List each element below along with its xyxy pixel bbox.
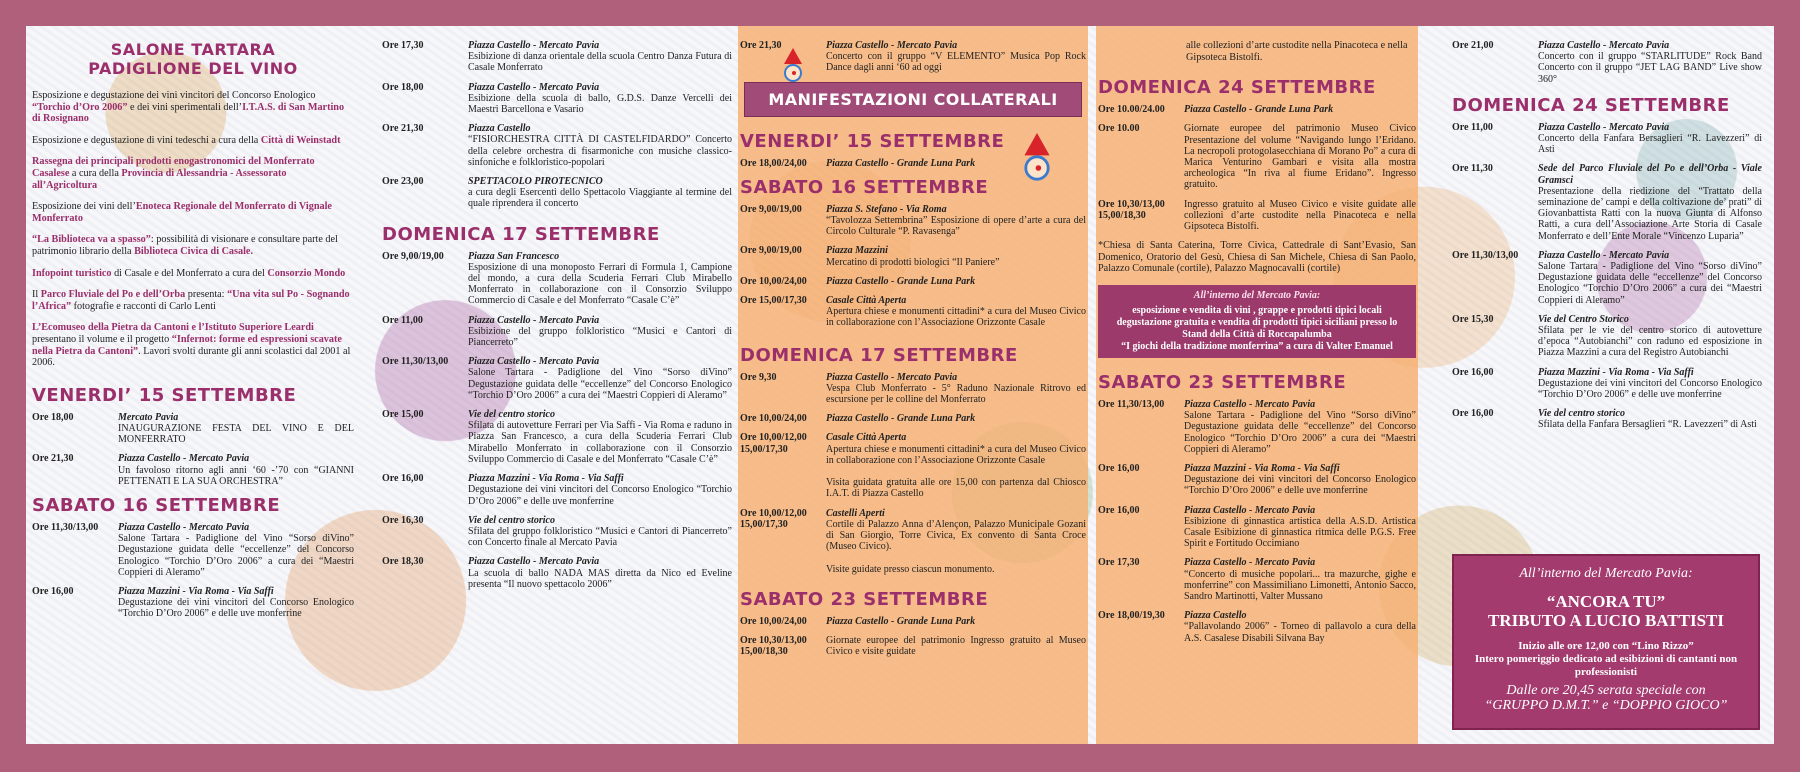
event-details <box>468 556 732 590</box>
event-details <box>826 635 1086 657</box>
highlight-text: Infopoint turistico <box>32 267 112 279</box>
battisti-groups: “GRUPPO D.M.T.” e “DOPPIO GIOCO” <box>1484 698 1728 713</box>
event-details <box>826 372 1086 406</box>
event-description: Concerto con il gruppo “V ELEMENTO” Musica Pop Rock Dance dagli anni ‘60 ad oggi <box>826 51 1086 74</box>
event-description: Sfilata del gruppo folkloristico “Musici e Cantori di Piancerreto” con Concerto finale al Mercato Pavia <box>468 525 732 549</box>
event-location: Piazza Castello - Grande Luna Park <box>826 615 976 627</box>
event-location: Piazza Castello - Mercato Pavia <box>468 356 600 368</box>
highlight-text: “La Biblioteca va a spasso” <box>32 234 151 246</box>
event-time: Ore 16,00 <box>1098 463 1140 475</box>
event-time: Ore 18,00/19,30 <box>1098 610 1165 622</box>
event-description: Apertura chiese e monumenti cittadini* a cura del Museo Civico in collaborazione con l’Associazione Orizzonte Casale <box>826 306 1086 329</box>
event-time: Ore 15,00 <box>382 409 424 421</box>
event-location: Piazza Castello - Grande Luna Park <box>1184 104 1334 116</box>
event-details <box>468 251 732 307</box>
plain-text: Esposizione e degustazione dei vini vincitori del Concorso Enologico <box>32 90 316 101</box>
event-details <box>468 176 732 210</box>
event-time: Ore 18,30 <box>382 556 424 568</box>
event-details <box>826 245 1086 267</box>
event-location: Piazza Castello - Mercato Pavia <box>1184 504 1316 516</box>
highlight-text: Città di Weinstadt <box>260 134 341 146</box>
salone-paragraph <box>32 135 354 147</box>
event-row <box>1452 367 1762 401</box>
event-time: Ore 9,00/19,00 <box>740 203 802 215</box>
event-description: Apertura chiese e monumenti cittadini* a cura del Museo Civico in collaborazione con l’Associazione Orizzonte Casale Visita guidata gratuita alle ore 15,00 con partenza dal Chiosco I.A.T. di Piazza Castello <box>826 443 1086 500</box>
salone-title-1: SALONE TARTARA <box>110 40 276 59</box>
event-time: Ore 11,00 <box>1452 121 1493 133</box>
column-two <box>382 26 732 744</box>
event-description: Esibizione di ginnastica artistica della A.S.D. Artistica Casale Esibizione di ginnastica ritmica delle P.G.S. Free Spirit e Fortitudo Occimiano <box>1184 515 1416 550</box>
plain-text: e dei vini sperimentali dell’ <box>127 101 243 113</box>
clown-icon <box>778 48 808 88</box>
list-sabato-16 <box>32 522 354 620</box>
event-row <box>740 432 1086 499</box>
event-details <box>1538 122 1762 156</box>
event-details <box>826 413 1086 424</box>
event-details <box>826 204 1086 238</box>
event-location: Piazza Castello - Grande Luna Park <box>826 157 976 169</box>
salone-title-2: PADIGLIONE DEL VINO <box>88 59 298 78</box>
event-details <box>1538 250 1762 306</box>
highlight-text: Rassegna dei principali prodotti enogastronomici del Monferrato Casalese <box>32 156 315 179</box>
event-row <box>740 413 1086 424</box>
list-sabato-23 <box>1098 399 1416 644</box>
salone-paragraph <box>32 234 354 257</box>
event-location: Sede del Parco Fluviale del Po e dell’Orba - Viale Gramsci <box>1538 163 1762 186</box>
event-description: “FISIORCHESTRA CITTÀ DI CASTELFIDARDO” Concerto della celebre orchestra di fisarmoniche con musiche classico-sinfoniche e folkloristico-popolari <box>468 134 732 168</box>
highlight-text: “Una vita sul Po - Sognando l’Africa” <box>32 289 350 312</box>
event-description: Concerto della Fanfara Bersaglieri “R. Lavezzeri” di Asti <box>1538 133 1762 156</box>
program-sheet <box>26 26 1774 744</box>
event-row <box>1098 199 1416 233</box>
event-description: a cura degli Esercenti dello Spettacolo Viaggiante al termine del quale riprendera il concerto <box>468 187 732 210</box>
event-details <box>468 82 732 116</box>
event-location: Casale Città Aperta <box>826 432 907 444</box>
battisti-evening: Dalle ore 20,45 serata speciale con <box>1506 683 1706 698</box>
event-row <box>1098 557 1416 602</box>
salone-paragraph <box>32 90 354 125</box>
event-description: Salone Tartara - Padiglione del Vino “Sorso diVino” Degustazione guidata delle “eccellenze” del Concorso Enologico “Torchio D’Oro 2006” a cura dei “Maestri Coppieri di Aleramo” <box>1184 410 1416 455</box>
event-time: Ore 18,00 <box>382 81 424 93</box>
event-description: Degustazione dei vini vincitori del Concorso Enologico “Torchio D’Oro 2006” e delle uve monferrine <box>1184 474 1416 497</box>
event-details <box>1184 610 1416 644</box>
event-row <box>382 176 732 210</box>
plain-text: . Lavori svolti durante gli anni scolastici dal 2001 al 2006. <box>32 345 351 369</box>
event-time: Ore 16,00 <box>1452 366 1494 378</box>
plain-text: presenta: <box>185 289 228 301</box>
event-time: Ore 23,00 <box>382 176 424 188</box>
event-description: “Pallavolando 2006” - Torneo di pallavolo a cura della A.S. Casalese Disabili Silvana Bay <box>1184 621 1416 644</box>
event-description: Concerto con il gruppo “STARLITUDE” Rock Band Concerto con il gruppo “JET LAG BAND” Live show 360° <box>1538 51 1762 85</box>
event-details <box>826 40 1086 74</box>
highlight-text: Biblioteca Civica di Casale. <box>134 245 253 257</box>
battisti-subtitle: TRIBUTO A LUCIO BATTISTI <box>1487 611 1725 630</box>
section-domenica-24: DOMENICA 24 SETTEMBRE <box>1098 77 1376 99</box>
event-description: Sfilata della Fanfara Bersaglieri “R. Lavezzeri” di Asti <box>1538 419 1757 431</box>
salone-paragraphs <box>32 90 354 369</box>
event-row <box>382 356 732 401</box>
event-time: Ore 10,00/12,00 15,00/17,30 <box>740 432 807 455</box>
event-row <box>382 40 732 74</box>
event-details <box>1538 408 1762 430</box>
event-location: Piazza Castello - Mercato Pavia <box>1538 121 1670 133</box>
event-row <box>1098 399 1416 455</box>
event-location: Piazza Castello - Mercato Pavia <box>1538 249 1670 261</box>
event-details <box>118 586 354 620</box>
box-line-1: esposizione e vendita di vini , grappe e prodotti tipici locali <box>1132 305 1382 316</box>
event-time: Ore 9,00/19,00 <box>740 245 802 257</box>
event-location: Castelli Aperti <box>826 507 885 519</box>
event-description: Degustazione dei vini vincitori del Concorso Enologico “Torchio D’Oro 2006” e delle uve monferrine <box>1538 377 1762 401</box>
event-row <box>1452 163 1762 241</box>
section-sabato-23: SABATO 23 SETTEMBRE <box>740 588 989 610</box>
event-row <box>382 251 732 307</box>
section-venerdi-15: VENERDI’ 15 SETTEMBRE <box>32 384 297 406</box>
plain-text: : possibilità di visionare e consultare parte del patrimonio librario della <box>32 234 338 257</box>
event-time: Ore 17,30 <box>1098 557 1140 569</box>
event-location: Piazza Castello - Mercato Pavia <box>826 371 958 383</box>
event-description: “Tavolozza Settembrina” Esposizione di opere d’arte a cura del Circolo Culturale “P. Ravasenga” <box>826 215 1086 238</box>
event-location: Piazza Castello <box>1184 610 1247 622</box>
event-time: Ore 11,30 <box>1452 163 1493 175</box>
event-location: Piazza Castello - Mercato Pavia <box>468 556 600 568</box>
event-row <box>740 508 1086 575</box>
event-location: Vie del centro storico <box>468 409 555 421</box>
event-row <box>740 245 1086 267</box>
event-row <box>382 123 732 168</box>
event-description: Giornate europee del patrimonio Ingresso gratuito al Museo Civico e visite guidate <box>826 635 1086 658</box>
event-location: Piazza Castello - Mercato Pavia <box>1184 557 1316 569</box>
event-details <box>118 522 354 578</box>
event-row <box>1452 314 1762 359</box>
column-four <box>1098 26 1416 744</box>
event-time: Ore 11,30/13,00 <box>1098 399 1165 410</box>
event-details <box>1184 399 1416 455</box>
event-details <box>468 473 732 507</box>
battisti-tribute-box <box>1452 554 1760 730</box>
plain-text: di Casale e del Monferrato a cura del <box>111 267 268 279</box>
event-row <box>740 204 1086 238</box>
event-row <box>740 635 1086 657</box>
event-location: Piazza Castello - Mercato Pavia <box>468 81 600 93</box>
event-description: Un favoloso ritorno agli anni ‘60 -’70 con “GIANNI PETTENATI E LA SUA ORCHESTRA” <box>118 464 354 487</box>
event-details <box>468 356 732 401</box>
event-time: Ore 16,00 <box>32 585 74 597</box>
event-time: Ore 17,30 <box>382 40 424 51</box>
section-sabato-23: SABATO 23 SETTEMBRE <box>1098 372 1347 393</box>
event-time: Ore 21,00 <box>1452 40 1494 51</box>
event-location: Piazza Castello - Mercato Pavia <box>1538 40 1670 51</box>
battisti-intro: All’interno del Mercato Pavia: <box>1519 566 1693 581</box>
list-col5-top <box>1452 40 1762 85</box>
list-domenica-17 <box>382 251 732 590</box>
event-location: Piazza Castello <box>468 123 531 135</box>
event-location: Vie del Centro Storico <box>1538 313 1629 325</box>
event-row <box>382 473 732 507</box>
event-details <box>1538 314 1762 359</box>
event-row <box>382 556 732 590</box>
salone-paragraph <box>32 322 354 368</box>
event-time: Ore 21,30 <box>740 40 782 51</box>
event-time: Ore 21,30 <box>32 453 74 465</box>
event-description: Vespa Club Monferrato - 5° Raduno Nazionale Ritrovo ed escursione per le colline del Monferrato <box>826 382 1086 406</box>
list-venerdi-15 <box>32 412 354 487</box>
event-row <box>740 372 1086 406</box>
plain-text: Esposizione dei vini dell’ <box>32 201 136 213</box>
event-time: Ore 10,00/24,00 <box>740 615 807 627</box>
event-details <box>468 315 732 349</box>
highlight-text: “Infernot: forme ed espressioni scavate nella Pietra da Cantoni” <box>32 333 342 357</box>
event-row <box>1098 505 1416 550</box>
section-sabato-16: SABATO 16 SETTEMBRE <box>740 176 989 198</box>
event-time: Ore 10.00/24.00 <box>1098 104 1165 116</box>
highlight-text: Enoteca Regionale del Monferrato di Vignale Monferrato <box>32 201 332 224</box>
event-row <box>1452 40 1762 85</box>
event-location: Piazza Castello - Mercato Pavia <box>826 40 958 51</box>
highlight-text: Provincia di Alessandria - Assessorato all’Agricoltura <box>32 167 287 191</box>
event-row <box>1098 463 1416 497</box>
box-heading: All’interno del Mercato Pavia: <box>1193 290 1321 301</box>
event-time: Ore 10,00/24,00 <box>740 413 807 425</box>
event-location: Piazza Castello - Mercato Pavia <box>468 314 600 326</box>
event-details <box>826 616 1086 627</box>
event-row <box>382 409 732 465</box>
event-row <box>1452 250 1762 306</box>
highlight-text: I.T.A.S. di San Martino di Rosignano <box>32 101 345 125</box>
event-description: Esibizione del gruppo folkloristico “Musici e Cantori di Piancerreto” <box>468 325 732 349</box>
plain-text: Il <box>32 289 41 301</box>
event-description: INAUGURAZIONE FESTA DEL VINO E DEL MONFERRATO <box>118 422 354 446</box>
event-location: Piazza Castello - Mercato Pavia <box>468 40 600 51</box>
section-domenica-17: DOMENICA 17 SETTEMBRE <box>740 344 1018 366</box>
event-location: Vie del centro storico <box>468 514 555 526</box>
event-details <box>826 295 1086 329</box>
event-description: Salone Tartara - Padiglione del Vino “Sorso diVino” Degustazione guidata delle “eccellenze” del Concorso Enologico “Torchio D’Oro 2006” a cura dei “Maestri Coppieri di Aleramo” <box>1538 261 1762 306</box>
event-details <box>826 508 1086 575</box>
box-line-3: “I giochi della tradizione monferrina” a cura di Valter Emanuel <box>1121 341 1393 352</box>
event-time: Ore 15,30 <box>1452 313 1494 325</box>
event-details <box>1184 557 1416 602</box>
event-description: Sfilata per le vie del centro storico di autovetture d’epoca “Autobianchi” con raduno ed esposizione in Piazza Mazzini a cura del Registro Autobianchi <box>1538 325 1762 359</box>
event-location: SPETTACOLO PIROTECNICO <box>468 176 603 188</box>
battisti-start: Inizio alle ore 12,00 con “Lino Rizzo” <box>1518 640 1694 652</box>
event-details <box>1538 367 1762 401</box>
event-row <box>740 276 1086 287</box>
salone-paragraph <box>32 156 354 191</box>
event-time: Ore 18,00 <box>32 411 74 423</box>
event-time: Ore 21,30 <box>382 123 424 135</box>
event-location: Piazza Mazzini - Via Roma - Via Saffi <box>468 473 624 485</box>
salone-paragraph <box>32 289 354 312</box>
event-description: Esposizione di una monoposto Ferrari di Formula 1, Campione del mondo, a cura della Scuderia Ferrari Club Mirabello Monferrato in collaborazione con il Consorzio Sviluppo Commercio di Casale e del Monferrato “Casale C’è” <box>468 261 732 307</box>
event-details <box>1538 40 1762 85</box>
event-time: Ore 11,00 <box>382 314 423 326</box>
event-details <box>468 40 732 74</box>
event-details <box>468 123 732 168</box>
event-details <box>1184 104 1416 115</box>
salone-paragraph <box>32 268 354 280</box>
column-salone <box>32 26 354 744</box>
event-description: Cortile di Palazzo Anna d’Alençon, Palazzo Municipale Gozani di San Giorgio, Torre Civica, Ex convento di Santa Croce (Museo Civico). Visite guidate presso ciascun monumento. <box>826 518 1086 575</box>
event-row <box>740 295 1086 329</box>
event-location: Piazza Mazzini - Via Roma - Via Saffi <box>118 585 274 597</box>
event-description: Esibizione di danza orientale della scuola Centro Danza Futura di Casale Monferrato <box>468 51 732 74</box>
event-description: Salone Tartara - Padiglione del Vino “Sorso diVino” Degustazione guidata delle “eccellenze” del Concorso Enologico “Torchio D’Oro 2006” a cura dei “Maestri Coppieri di Aleramo” <box>468 367 732 401</box>
event-row <box>1098 123 1416 190</box>
plain-text: presentano il volume e il progetto <box>32 333 172 345</box>
event-time: Ore 15,00/17,30 <box>740 295 807 307</box>
event-time: Ore 18,00/24,00 <box>740 157 807 169</box>
event-row <box>32 453 354 487</box>
mercato-pavia-box <box>1098 285 1416 358</box>
event-location: Piazza Castello - Mercato Pavia <box>118 521 250 533</box>
clown-icon <box>1016 133 1058 189</box>
collaterali-banner: MANIFESTAZIONI COLLATERALI <box>744 82 1082 117</box>
highlight-text: L’Ecomuseo della Pietra da Cantoni e l’Istituto Superiore Leardi <box>32 322 314 334</box>
event-time: Ore 11,30/13,00 <box>1452 249 1519 261</box>
event-row <box>32 412 354 446</box>
event-time: Ore 16,00 <box>1452 408 1494 420</box>
event-time: Ore 10,00/24,00 <box>740 275 807 287</box>
event-description: Degustazione dei vini vincitori del Concorso Enologico “Torchio D’Oro 2006” e delle uve monferrine <box>118 597 354 620</box>
event-details <box>1184 505 1416 550</box>
event-description: Sfilata di autovetture Ferrari per Via Saffi - Via Roma e raduno in Piazza San Francesco, a cura della Scuderia Ferrari Club Mirabello Monferrato in collaborazione con il Consorzio Sviluppo Commercio di Casale e del Monferrato “Casale C’è” <box>468 420 732 465</box>
event-details <box>826 276 1086 287</box>
event-time: Ore 9,00/19,00 <box>382 250 444 262</box>
column-collaterali <box>740 26 1086 744</box>
event-location: Piazza Mazzini - Via Roma - Via Saffi <box>1184 463 1340 475</box>
event-location: Casale Città Aperta <box>826 295 907 307</box>
event-location: Piazza Castello - Mercato Pavia <box>118 453 250 465</box>
highlight-text: Consorzio Mondo <box>267 267 346 279</box>
event-time: Ore 16,00 <box>1098 504 1140 516</box>
event-row <box>1098 104 1416 115</box>
event-description: Ingresso gratuito al Museo Civico e visite guidate alle collezioni d’arte custodite nella Pinacoteca e nella Gipsoteca Bistolfi. <box>1184 198 1416 233</box>
event-details <box>468 409 732 465</box>
plain-text: fotografie e racconti di Carlo Lenti <box>71 300 216 312</box>
event-description: Salone Tartara - Padiglione del Vino “Sorso diVino” Degustazione guidata delle “eccellenze” del Concorso Enologico “Torchio D’Oro 2006” a cura dei “Maestri Coppieri di Aleramo” <box>118 533 354 578</box>
event-row <box>382 315 732 349</box>
event-description: Degustazione dei vini vincitori del Concorso Enologico “Torchio D’Oro 2006” e delle uve monferrine <box>468 484 732 507</box>
list-domenica-24 <box>1098 104 1416 232</box>
event-location: Vie del centro storico <box>1538 408 1625 420</box>
event-details <box>1184 463 1416 497</box>
event-details <box>826 432 1086 499</box>
event-time: Ore 11,30/13,00 <box>382 356 449 368</box>
event-location: Piazza Castello - Grande Luna Park <box>826 275 976 287</box>
list-sabato-16 <box>740 204 1086 329</box>
event-description: Presentazione della riedizione del “Trattato della seminazione de’ campi e della coltivazione de’ prati” di Giovanbattista Ratti con la nuova Giunta di Alfonso Ratti, a cura dell’Associazione Arte Storia di Casale Monferrato e dell’Ente Morale “Vincenzo Luparia” <box>1538 185 1762 242</box>
list-domenica-17 <box>740 372 1086 575</box>
event-time: Ore 16,30 <box>382 514 424 526</box>
salone-paragraph <box>32 201 354 224</box>
event-details <box>468 515 732 549</box>
list-domenica-24 <box>1452 122 1762 431</box>
event-location: Piazza San Francesco <box>468 250 560 262</box>
event-row <box>1452 122 1762 156</box>
event-time: Ore 10.00 <box>1098 123 1140 135</box>
continued-text: alle collezioni d’arte custodite nella Pinacoteca e nella Gipsoteca Bistolfi. <box>1186 40 1408 63</box>
event-row <box>382 82 732 116</box>
event-description: Mercatino di prodotti biologici “Il Paniere” <box>826 256 1000 268</box>
plain-text: Esposizione e degustazione di vini tedeschi a cura della <box>32 134 261 146</box>
list-col2-top <box>382 40 732 210</box>
event-time: Ore 10,30/13,00 15,00/18,30 <box>740 635 807 658</box>
event-time: Ore 9,30 <box>740 371 777 383</box>
highlight-text: Parco Fluviale del Po e dell’Orba <box>40 289 186 301</box>
section-domenica-24: DOMENICA 24 SETTEMBRE <box>1452 94 1730 116</box>
event-time: Ore 11,30/13,00 <box>32 521 99 533</box>
event-location: Mercato Pavia <box>118 411 179 423</box>
event-time: Ore 16,00 <box>382 473 424 485</box>
event-row <box>32 586 354 620</box>
event-location: Piazza Mazzini <box>826 245 888 257</box>
battisti-afternoon: Intero pomeriggio dedicato ad esibizioni di cantanti non professionisti <box>1474 653 1738 678</box>
event-description: “Concerto di musiche popolari... tra mazurche, gighe e monferrine” con Massimiliano Limonetti, Antonio Sacco, Sandro Martinotti, Valter Mussano <box>1184 568 1416 603</box>
box-line-2: degustazione gratuita e vendita di prodotti tipici siciliani presso lo Stand della Città di Roccapalumba <box>1116 317 1398 340</box>
event-row <box>740 616 1086 627</box>
event-location: Piazza Castello - Grande Luna Park <box>826 413 976 425</box>
section-sabato-16: SABATO 16 SETTEMBRE <box>32 494 281 516</box>
event-time: Ore 10,30/13,00 15,00/18,30 <box>1098 198 1165 221</box>
event-time: Ore 10,00/12,00 15,00/17,30 <box>740 507 807 530</box>
plain-text: a cura della <box>69 167 122 179</box>
event-description: La scuola di ballo NADA MAS diretta da Nico ed Eveline presenta “Il nuovo spettacolo 2006” <box>468 567 732 590</box>
event-details <box>1538 163 1762 241</box>
section-venerdi-15: VENERDI’ 15 SETTEMBRE <box>740 130 1005 152</box>
footnote-churches: *Chiesa di Santa Caterina, Torre Civica, Cattedrale di Sant’Evasio, San Domenico, Oratorio del Gesù, Chiesa di San Michele, Chiesa di San Paolo, Palazzo Comunale (cortile), Palazzo Magnocavalli (cortile) <box>1098 240 1416 275</box>
event-location: Piazza S. Stefano - Via Roma <box>826 203 947 215</box>
section-domenica-17: DOMENICA 17 SETTEMBRE <box>382 223 660 245</box>
event-details <box>118 453 354 487</box>
event-row <box>382 515 732 549</box>
event-row <box>1452 408 1762 430</box>
battisti-title: “ANCORA TU” <box>1546 592 1666 611</box>
event-description: Giornate europee del patrimonio Museo Civico Presentazione del volume “Navigando lungo l’Eridano. La necropoli protogolasecchiana di Morano Po” a cura di Marica Venturino Gambari e visita alla mostra archeologica “In riva al fiume Eridano”. Ingresso gratuito. <box>1184 123 1416 191</box>
highlight-text: “Torchio d’Oro 2006” <box>32 101 128 113</box>
event-details <box>118 412 354 446</box>
event-details <box>1184 123 1416 190</box>
event-description: Esibizione della scuola di ballo, G.D.S. Danze Vercelli dei Maestri Barcellona e Vasario <box>468 92 732 116</box>
event-row <box>1098 610 1416 644</box>
event-details <box>1184 199 1416 233</box>
event-location: Piazza Mazzini - Via Roma - Via Saffi <box>1538 366 1694 378</box>
list-sabato-23 <box>740 616 1086 658</box>
event-location: Piazza Castello - Mercato Pavia <box>1184 399 1316 410</box>
event-row <box>32 522 354 578</box>
